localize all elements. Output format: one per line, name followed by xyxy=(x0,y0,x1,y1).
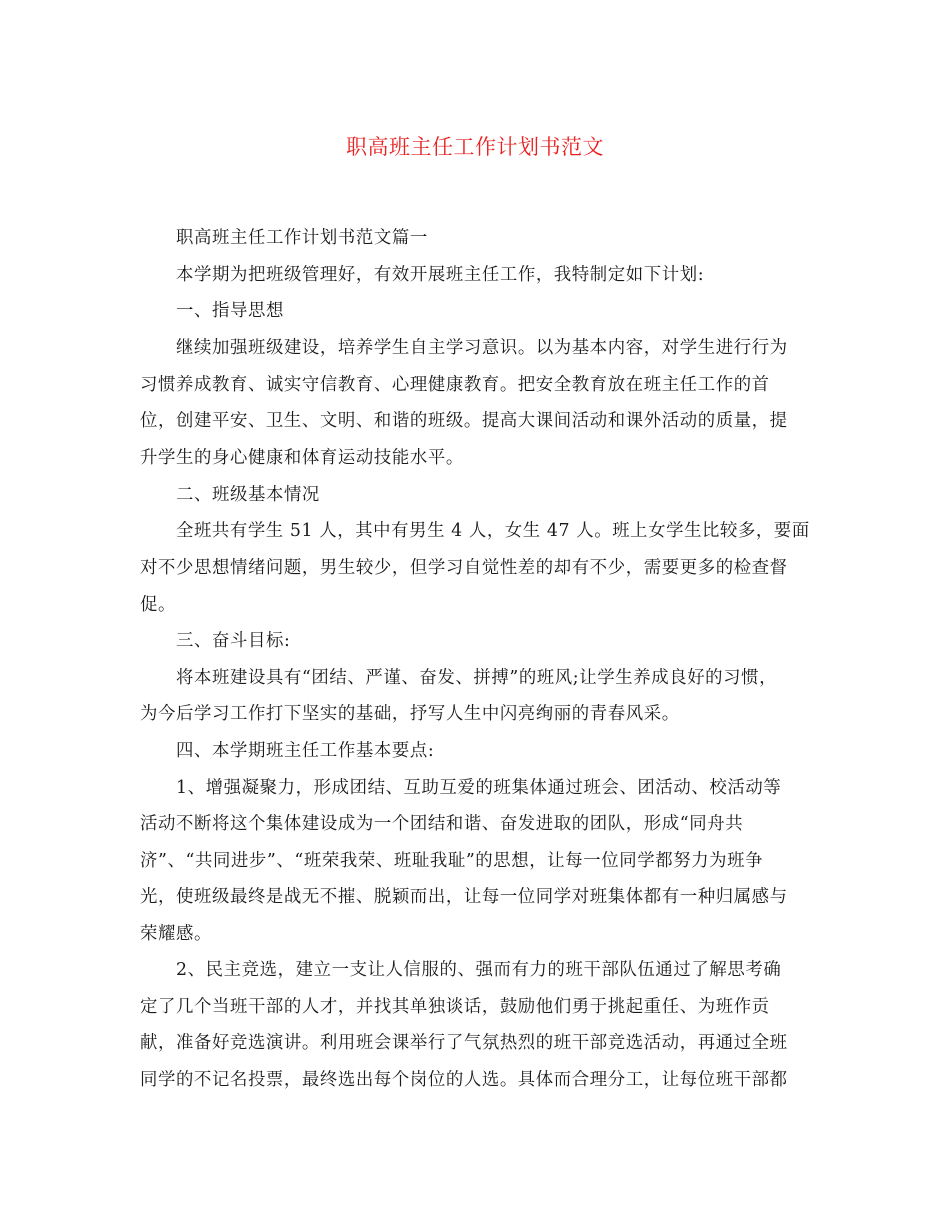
paragraph-line: 继续加强班级建设，培养学生自主学习意识。以为基本内容，对学生进行行为 xyxy=(176,338,788,358)
paragraph-line: 2、民主竞选，建立一支让人信服的、强而有力的班干部队伍通过了解思考确 xyxy=(176,960,782,980)
paragraph-line: 本学期为把班级管理好，有效开展班主任工作，我特制定如下计划: xyxy=(176,265,705,285)
paragraph-line: 荣耀感。 xyxy=(140,924,212,944)
paragraph-line: 习惯养成教育、诚实守信教育、心理健康教育。把安全教育放在班主任工作的首 xyxy=(140,375,770,395)
paragraph-line: 升学生的身心健康和体育运动技能水平。 xyxy=(140,448,464,468)
paragraph-line: 全班共有学生 51 人，其中有男生 4 人，女生 47 人。班上女学生比较多，要面 xyxy=(176,521,810,541)
paragraph-line: 同学的不记名投票，最终选出每个岗位的人选。具体而合理分工，让每位班干部都 xyxy=(140,1070,788,1090)
paragraph-line: 济”、“共同进步”、“班荣我荣、班耻我耻”的思想，让每一位同学都努力为班争 xyxy=(140,851,764,871)
paragraph-line: 献，准备好竞选演讲。利用班会课举行了气氛热烈的班干部竞选活动，再通过全班 xyxy=(140,1033,788,1053)
paragraph-line: 对不少思想情绪问题，男生较少，但学习自觉性差的却有不少，需要更多的检查督 xyxy=(140,558,788,578)
section-heading: 一、指导思想 xyxy=(176,301,284,321)
document-title: 职高班主任工作计划书范文 xyxy=(346,135,604,159)
section-heading: 四、本学期班主任工作基本要点: xyxy=(176,741,435,761)
paragraph-line: 位，创建平安、卫生、文明、和谐的班级。提高大课间活动和课外活动的质量，提 xyxy=(140,411,788,431)
paragraph-line: 定了几个当班干部的人才，并找其单独谈话，鼓励他们勇于挑起重任、为班作贡 xyxy=(140,997,770,1017)
paragraph-line: 活动不断将这个集体建设成为一个团结和谐、奋发进取的团队，形成“同舟共 xyxy=(140,814,744,834)
paragraph-line: 1、增强凝聚力，形成团结、互助互爱的班集体通过班会、团活动、校活动等 xyxy=(176,778,782,798)
paragraph-line: 促。 xyxy=(140,595,176,615)
paragraph-line: 将本班建设具有“团结、严谨、奋发、拼搏”的班风;让学生养成良好的习惯， xyxy=(176,668,778,688)
section-heading: 二、班级基本情况 xyxy=(176,485,320,505)
section-heading: 三、奋斗目标: xyxy=(176,631,291,651)
paragraph-line: 光，使班级最终是战无不摧、脱颖而出，让每一位同学对班集体都有一种归属感与 xyxy=(140,887,788,907)
paragraph-line: 为今后学习工作打下坚实的基础，抒写人生中闪亮绚丽的青春风采。 xyxy=(140,704,680,724)
paragraph-line: 职高班主任工作计划书范文篇一 xyxy=(176,228,428,248)
